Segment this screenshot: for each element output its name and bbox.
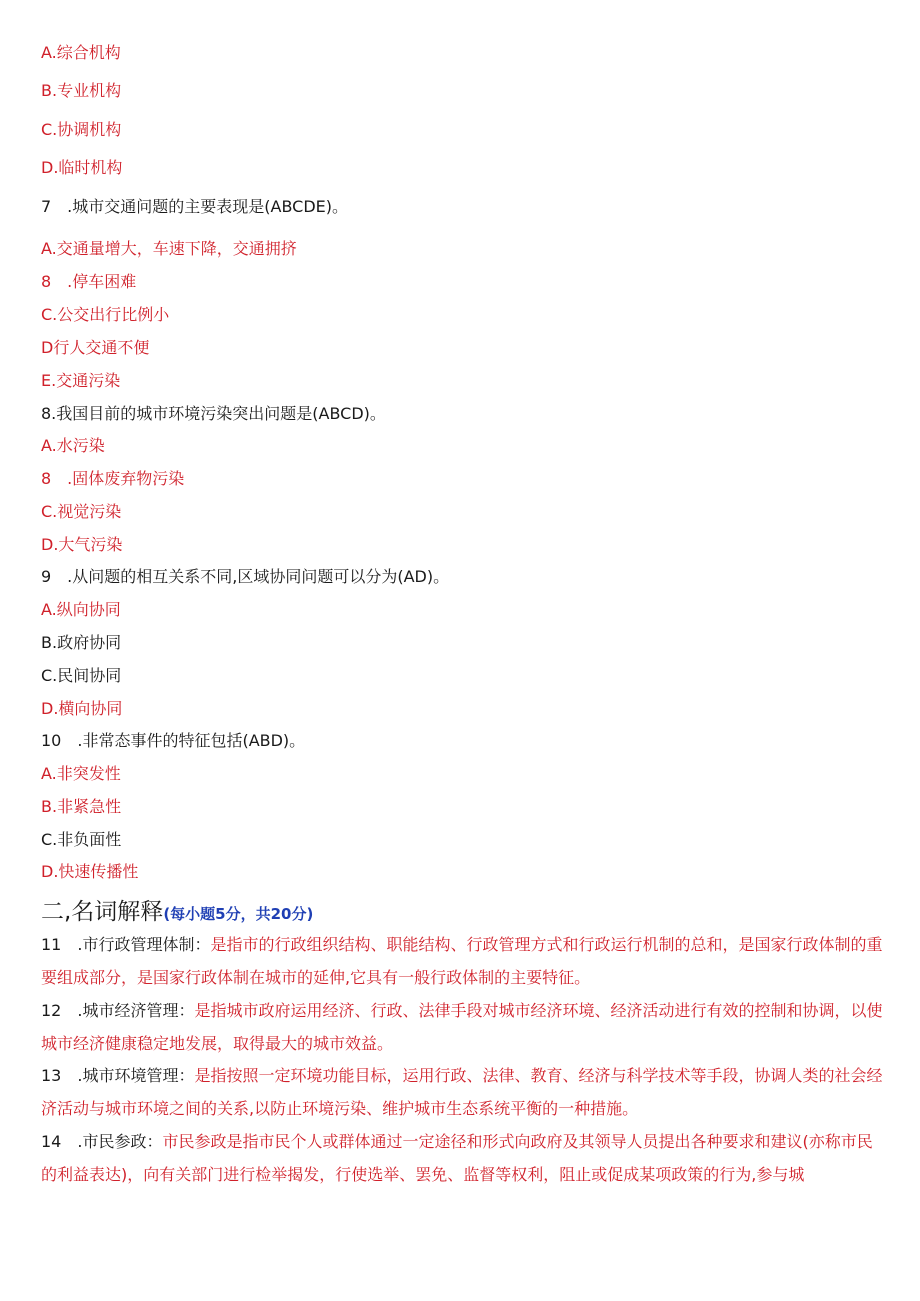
q7-option-d: D行人交通不便 (41, 338, 150, 357)
term-name: 城市经济管理： (82, 1001, 195, 1020)
term-name: 城市环境管理： (82, 1066, 195, 1085)
q6-option-b: B.专业机构 (41, 81, 122, 100)
q6-option-a: A.综合机构 (41, 43, 121, 62)
q8-question: 8.我国目前的城市环境污染突出问题是(ABCD)。 (41, 404, 386, 423)
q10-option-d: D.快速传播性 (41, 862, 139, 881)
q6-option-d: D.临时机构 (41, 158, 123, 177)
q8-option-c: C.视觉污染 (41, 502, 122, 521)
q8-option-d: D.大气污染 (41, 535, 123, 554)
q10-option-c: C.非负面性 (41, 830, 122, 849)
section-subtitle: (每小题5分，共20分) (163, 905, 314, 923)
section-title: 二,名词解释 (41, 899, 164, 925)
term-definition-12 (41, 994, 883, 1060)
term-text: 是指按照一定环境功能目标，运用行政、法律、教育、经济与科学技术等手段，协调人类的社会经济活动与城市环境之间的关系,以防止环境污染、维护城市生态系统平衡的一种措施。 (41, 1066, 883, 1118)
q9-option-a: A.纵向协同 (41, 600, 121, 619)
term-name: 市行政管理体制： (82, 935, 211, 954)
term-text: 是指市的行政组织结构、职能结构、行政管理方式和行政运行机制的总和，是国家行政体制的重要组成部分，是国家行政体制在城市的延伸,它具有一般行政体制的主要特征。 (41, 935, 883, 987)
term-text: 是指城市政府运用经济、行政、法律手段对城市经济环境、经济活动进行有效的控制和协调，以使城市经济健康稳定地发展，取得最大的城市效益。 (41, 1001, 883, 1053)
term-definition-11 (41, 928, 883, 994)
q9-option-b: B.政府协同 (41, 633, 122, 652)
q9-question: 9 .从问题的相互关系不同,区域协同问题可以分为(AD)。 (41, 567, 450, 586)
q8-option-a: A.水污染 (41, 436, 105, 455)
q9-option-d: D.横向协同 (41, 699, 123, 718)
q8-option-b: 8 .固体废弃物污染 (41, 469, 185, 488)
q10-question: 10 .非常态事件的特征包括(ABD)。 (41, 731, 306, 750)
term-name: 市民参政： (82, 1132, 163, 1151)
q6-option-c: C.协调机构 (41, 120, 122, 139)
q7-option-b: 8 .停车困难 (41, 272, 137, 291)
term-text: 市民参政是指市民个人或群体通过一定途径和形式向政府及其领导人员提出各种要求和建议(亦称市民的利益表达)，向有关部门进行检举揭发，行使选举、罢免、监督等权利，阻止或促成某项政策的行为,参与城 (41, 1132, 873, 1184)
term-number: 13 . (41, 1066, 83, 1085)
term-definition-13 (41, 1059, 883, 1125)
term-number: 11 . (41, 935, 83, 954)
q7-option-c: C.公交出行比例小 (41, 305, 170, 324)
q10-option-b: B.非紧急性 (41, 797, 122, 816)
q7-option-e: E.交通污染 (41, 371, 121, 390)
term-definition-14 (41, 1125, 883, 1191)
q7-question: 7 .城市交通问题的主要表现是(ABCDE)。 (41, 197, 348, 216)
term-number: 14 . (41, 1132, 83, 1151)
q10-option-a: A.非突发性 (41, 764, 121, 783)
term-number: 12 . (41, 1001, 83, 1020)
q7-option-a: A.交通量增大，车速下降，交通拥挤 (41, 239, 297, 258)
section-heading (41, 893, 313, 926)
q9-option-c: C.民间协同 (41, 666, 122, 685)
